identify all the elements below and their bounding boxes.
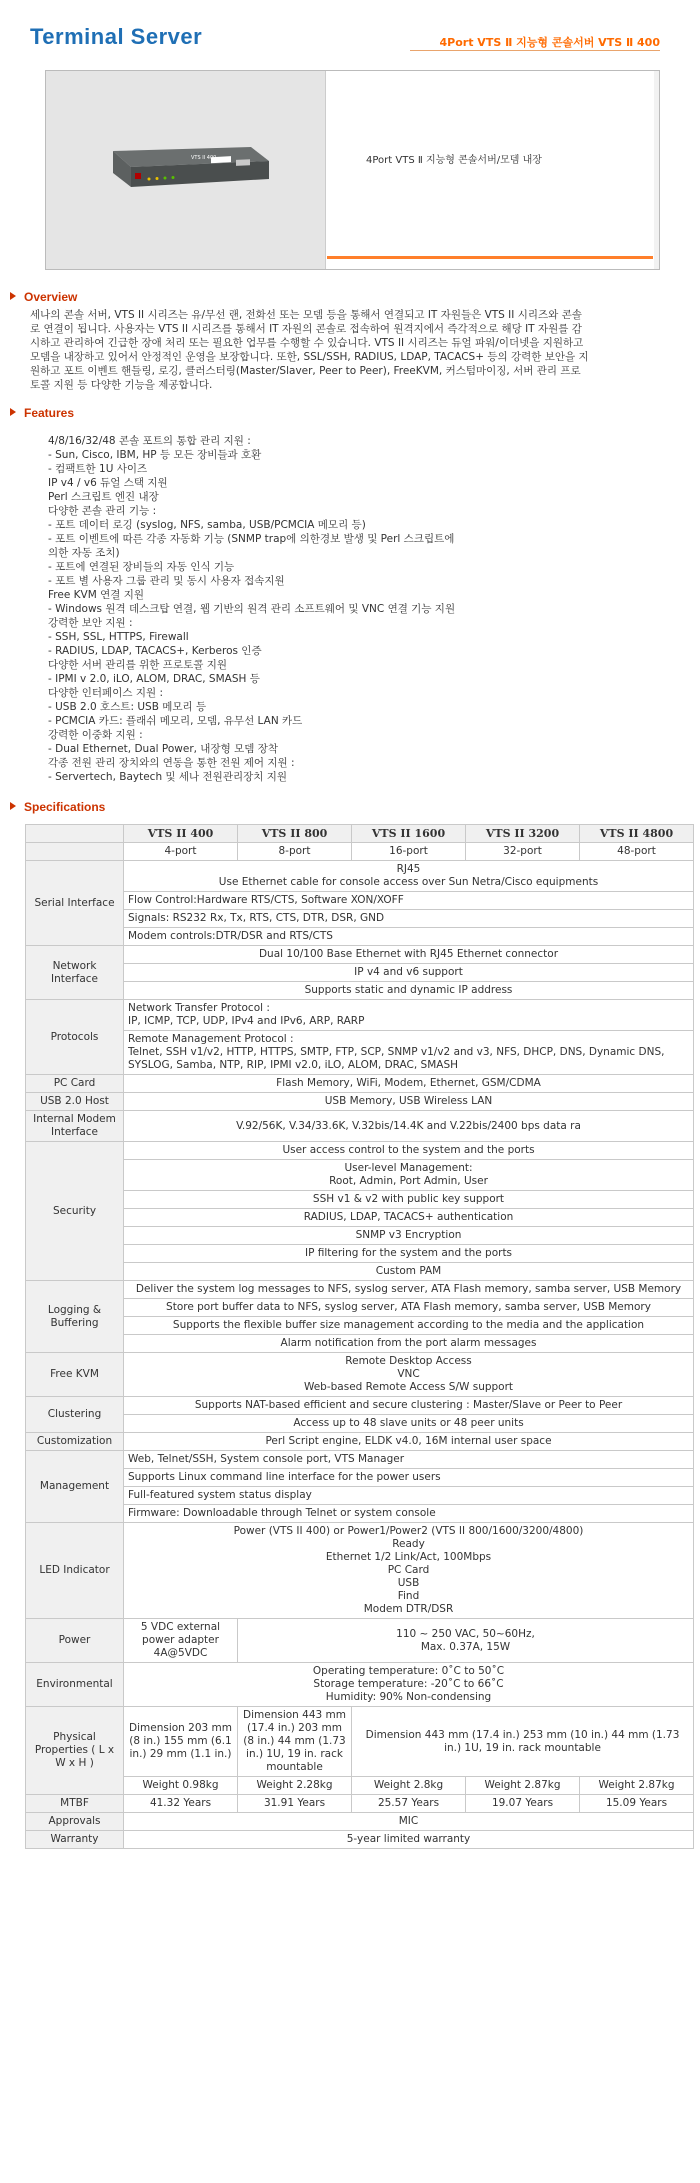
mtbf-cell: 15.09 Years [580, 1795, 694, 1813]
spec-row-logging [26, 1281, 694, 1299]
spec-label-clustering: Clustering [26, 1397, 124, 1433]
spec-corner-cell [26, 825, 124, 843]
mtbf-cell: 41.32 Years [124, 1795, 238, 1813]
feature-item: Perl 스크립트 엔진 내장 [48, 491, 159, 503]
spec-line: Web-based Remote Access S/W support [303, 1381, 514, 1393]
spec-row-approvals [26, 1813, 694, 1831]
feature-item: - Sun, Cisco, IBM, HP 등 모든 장비들과 호환 [48, 449, 262, 461]
spec-line: Humidity: 90% Non-condensing [325, 1691, 492, 1703]
feature-item: Free KVM 연결 지원 [48, 589, 144, 601]
spec-label-pccard: PC Card [26, 1075, 124, 1093]
spec-cell: Flow Control:Hardware RTS/CTS, Software XON/XOFF [124, 892, 694, 910]
spec-line: Telnet, SSH v1/v2, HTTP, HTTPS, SMTP, FTP, SCP, SNMP v1/v2 and v3, NFS, DHCP, DNS, Dynamic DNS, SYSLOG, Samba, NTP, RIP, IPMI v2.0, iLO, ALOM, DRAC, SMASH [128, 1046, 665, 1071]
port-count: 16-port [352, 843, 466, 861]
hero-bottom-rule [327, 256, 653, 259]
spec-cell [124, 1523, 694, 1619]
weight-cell: Weight 2.87kg [580, 1777, 694, 1795]
spec-cell: SSH v1 & v2 with public key support [124, 1191, 694, 1209]
spec-line: Network Transfer Protocol : [128, 1002, 270, 1014]
spec-line: 110 ~ 250 VAC, 50~60Hz, [396, 1627, 535, 1640]
spec-row-led [26, 1523, 694, 1619]
svg-text:VTS II 400: VTS II 400 [191, 155, 217, 161]
feature-item: - PCMCIA 카드: 플래쉬 메모리, 모뎀, 유무선 LAN 카드 [48, 715, 303, 727]
feature-item: - RADIUS, LDAP, TACACS+, Kerberos 인증 [48, 645, 262, 657]
product-image-panel [46, 71, 326, 269]
spec-row-physical [26, 1707, 694, 1777]
spec-cell: Modem controls:DTR/DSR and RTS/CTS [124, 928, 694, 946]
tag-underline [410, 50, 660, 51]
spec-label-approvals: Approvals [26, 1813, 124, 1831]
weight-cell: Weight 2.87kg [466, 1777, 580, 1795]
spec-cell: 5 VDC external power adapter 4A@5VDC [124, 1619, 238, 1663]
spec-cell: SNMP v3 Encryption [124, 1227, 694, 1245]
spec-ports-row [26, 843, 694, 861]
port-count: 32-port [466, 843, 580, 861]
spec-cell [124, 861, 694, 892]
spec-row-pccard [26, 1075, 694, 1093]
spec-cell: Web, Telnet/SSH, System console port, VTS Manager [124, 1451, 694, 1469]
spec-cell: Dimension 443 mm (17.4 in.) 253 mm (10 in.) 44 mm (1.73 in.) 1U, 19 in. rack mountable [352, 1707, 694, 1777]
spec-cell: V.92/56K, V.34/33.6K, V.32bis/14.4K and V.22bis/2400 bps data ra [124, 1111, 694, 1142]
spec-table [25, 824, 694, 1849]
spec-model-row [26, 825, 694, 843]
spec-line: Storage temperature: -20˚C to 66˚C [313, 1678, 504, 1690]
feature-item: IP v4 / v6 듀얼 스택 지원 [48, 477, 168, 489]
spec-line: Max. 0.37A, 15W [420, 1640, 511, 1653]
spec-cell: Perl Script engine, ELDK v4.0, 16M internal user space [124, 1433, 694, 1451]
spec-line: RJ45 [396, 863, 421, 875]
model-header: VTS II 400 [124, 825, 238, 843]
spec-table-wrapper [25, 824, 693, 1849]
spec-label-customization: Customization [26, 1433, 124, 1451]
model-header: VTS II 1600 [352, 825, 466, 843]
spec-label-management: Management [26, 1451, 124, 1523]
spec-row-clustering [26, 1397, 694, 1415]
spec-row-modem [26, 1111, 694, 1142]
feature-item: 다양한 콘솔 관리 기능 : [48, 505, 157, 517]
spec-line: USB [397, 1577, 420, 1589]
spec-cell: USB Memory, USB Wireless LAN [124, 1093, 694, 1111]
spec-cell: Dimension 203 mm (8 in.) 155 mm (6.1 in.) 29 mm (1.1 in.) [124, 1707, 238, 1777]
feature-item: - Windows 원격 데스크탑 연결, 웹 기반의 원격 관리 소프트웨어 및 VNC 연결 기능 지원 [48, 603, 456, 615]
spec-label-security: Security [26, 1142, 124, 1281]
spec-row-mtbf [26, 1795, 694, 1813]
spec-cell: Alarm notification from the port alarm messages [124, 1335, 694, 1353]
spec-row-customization [26, 1433, 694, 1451]
spec-cell: MIC [124, 1813, 694, 1831]
spec-row-warranty [26, 1831, 694, 1849]
spec-label-physical: Physical Properties ( L x W x H ) [26, 1707, 124, 1795]
spec-cell: Flash Memory, WiFi, Modem, Ethernet, GSM/CDMA [124, 1075, 694, 1093]
spec-cell [124, 1353, 694, 1397]
features-list [48, 434, 700, 784]
spec-cell [124, 1031, 694, 1075]
spec-cell [124, 1663, 694, 1707]
spec-row-environment [26, 1663, 694, 1707]
product-tag: 4Port VTS Ⅱ 지능형 콘솔서버 VTS Ⅱ 400 [439, 36, 660, 49]
spec-label-serial: Serial Interface [26, 861, 124, 946]
spec-cell: Supports the flexible buffer size management according to the media and the application [124, 1317, 694, 1335]
specifications-heading: Specifications [0, 800, 700, 814]
feature-item: 다양한 서버 관리를 위한 프로토콜 지원 [48, 659, 227, 671]
spec-cell: Supports NAT-based efficient and secure clustering : Master/Slave or Peer to Peer [124, 1397, 694, 1415]
spec-line: IP, ICMP, TCP, UDP, IPv4 and IPv6, ARP, RARP [128, 1015, 365, 1027]
feature-item: - 컴팩트한 1U 사이즈 [48, 463, 148, 475]
spec-cell: 5-year limited warranty [124, 1831, 694, 1849]
page-header [0, 0, 700, 60]
model-header: VTS II 800 [238, 825, 352, 843]
spec-row-serial [26, 861, 694, 892]
feature-item: 각종 전원 관리 장치와의 연동을 통한 전원 제어 지원 : [48, 757, 295, 769]
spec-label-warranty: Warranty [26, 1831, 124, 1849]
spec-cell: Full-featured system status display [124, 1487, 694, 1505]
spec-line: User-level Management: [344, 1162, 473, 1174]
spec-row-security [26, 1142, 694, 1160]
mtbf-cell: 31.91 Years [238, 1795, 352, 1813]
spec-label-led: LED Indicator [26, 1523, 124, 1619]
weight-cell: Weight 0.98kg [124, 1777, 238, 1795]
feature-item: - SSH, SSL, HTTPS, Firewall [48, 631, 189, 643]
feature-item: - 포트 데이터 로깅 (syslog, NFS, samba, USB/PCMCIA 메모리 등) [48, 519, 366, 531]
features-heading: Features [0, 406, 700, 420]
feature-item: 다양한 인터페이스 지원 : [48, 687, 163, 699]
spec-label-power: Power [26, 1619, 124, 1663]
spec-cell: IP filtering for the system and the ports [124, 1245, 694, 1263]
spec-line: Root, Admin, Port Admin, User [329, 1175, 488, 1187]
spec-label-environment: Environmental [26, 1663, 124, 1707]
spec-row-usb [26, 1093, 694, 1111]
spec-cell: Signals: RS232 Rx, Tx, RTS, CTS, DTR, DSR, GND [124, 910, 694, 928]
spec-cell [124, 1000, 694, 1031]
spec-label-mtbf: MTBF [26, 1795, 124, 1813]
spec-line: Modem DTR/DSR [363, 1603, 454, 1615]
port-count: 4-port [124, 843, 238, 861]
spec-row-kvm [26, 1353, 694, 1397]
feature-item: - 포트 별 사용자 그룹 관리 및 동시 사용자 접속지원 [48, 575, 285, 587]
feature-item: 강력한 보안 지원 : [48, 617, 133, 629]
spec-label-usb: USB 2.0 Host [26, 1093, 124, 1111]
spec-cell: Supports static and dynamic IP address [124, 982, 694, 1000]
spec-row-management [26, 1451, 694, 1469]
spec-cell: Store port buffer data to NFS, syslog server, ATA Flash memory, samba server, USB Memory [124, 1299, 694, 1317]
spec-line: Remote Management Protocol : [128, 1033, 294, 1045]
spec-cell: RADIUS, LDAP, TACACS+ authentication [124, 1209, 694, 1227]
model-header: VTS II 3200 [466, 825, 580, 843]
spec-cell: Access up to 48 slave units or 48 peer units [124, 1415, 694, 1433]
spec-line: Find [397, 1590, 420, 1602]
spec-line: VNC [397, 1368, 420, 1380]
spec-label-network: Network Interface [26, 946, 124, 1000]
spec-cell: User access control to the system and the ports [124, 1142, 694, 1160]
feature-item: 4/8/16/32/48 콘솔 포트의 통합 관리 지원 : [48, 435, 251, 447]
spec-cell: IP v4 and v6 support [124, 964, 694, 982]
feature-item: - Servertech, Baytech 및 세나 전원관리장치 지원 [48, 771, 288, 783]
spec-cell [124, 1160, 694, 1191]
spec-cell: Firmware: Downloadable through Telnet or system console [124, 1505, 694, 1523]
spec-row-power [26, 1619, 694, 1663]
spec-line: Power (VTS II 400) or Power1/Power2 (VTS II 800/1600/3200/4800) [233, 1525, 584, 1537]
spec-line: Use Ethernet cable for console access over Sun Netra/Cisco equipments [218, 876, 599, 888]
spec-cell: Custom PAM [124, 1263, 694, 1281]
port-count: 48-port [580, 843, 694, 861]
feature-item: - Dual Ethernet, Dual Power, 내장형 모뎀 장착 [48, 743, 278, 755]
feature-item: 강력한 이중화 지원 : [48, 729, 143, 741]
spec-cell [238, 1619, 694, 1663]
mtbf-cell: 25.57 Years [352, 1795, 466, 1813]
spec-row-protocols [26, 1000, 694, 1031]
overview-heading: Overview [0, 290, 700, 304]
spec-cell: Dimension 443 mm (17.4 in.) 203 mm (8 in.) 44 mm (1.73 in.) 1U, 19 in. rack mountable [238, 1707, 352, 1777]
feature-item: 의한 자동 조치) [48, 547, 120, 559]
spec-label-protocols: Protocols [26, 1000, 124, 1075]
spec-label-modem: Internal Modem Interface [26, 1111, 124, 1142]
weight-cell: Weight 2.8kg [352, 1777, 466, 1795]
spec-row-weight [26, 1777, 694, 1795]
product-hero [45, 70, 660, 270]
spec-label-logging: Logging & Buffering [26, 1281, 124, 1353]
mtbf-cell: 19.07 Years [466, 1795, 580, 1813]
spec-line: PC Card [387, 1564, 430, 1576]
spec-line: Ethernet 1/2 Link/Act, 100Mbps [325, 1551, 492, 1563]
overview-text: 세나의 콘솔 서버, VTS II 시리즈는 유/무선 랜, 전화선 또는 모뎀 등을 통해서 연결되고 IT 자원들은 VTS II 시리즈와 콘솔로 연결이 됩니다. 사용자는 VTS II 시리즈를 통해서 IT 자원의 콘솔로 접속하여 원격지에서 즉각적으로 해당 IT 자원를 감시하고 관리하여 긴급한 장애 처리 또는 필요한 업무를 수행할 수 있습니다. VTS II 시리즈는 듀얼 파워/이더넷을 지원하고 모뎀을 내장하고 있어서 안정적인 운영을 보장합니다. 또한, SSL/SSH, RADIUS, LDAP, TACACS+ 등의 강력한 보안을 지원하고 포트 이벤트 핸들링, 로깅, 클러스터링(Master/Slaver, Peer to Peer), FreeKVM, 커스텀마이징, 서버 관리 프로토콜 지원 등 다양한 기능을 제공합니다. [30, 309, 589, 391]
terminal-server-device-image [101, 141, 271, 199]
feature-item: - 포트에 연결된 장비들의 자동 인식 기능 [48, 561, 235, 573]
spec-cell: Dual 10/100 Base Ethernet with RJ45 Ethernet connector [124, 946, 694, 964]
spec-cell: Supports Linux command line interface for the power users [124, 1469, 694, 1487]
port-count: 8-port [238, 843, 352, 861]
model-header: VTS II 4800 [580, 825, 694, 843]
spec-line: Ready [392, 1538, 425, 1550]
hero-caption: 4Port VTS Ⅱ 지능형 콘솔서버/모뎀 내장 [366, 155, 542, 166]
hero-side-stripe [654, 71, 659, 269]
page-title: Terminal Server [30, 24, 203, 49]
feature-item: - IPMI v 2.0, iLO, ALOM, DRAC, SMASH 등 [48, 673, 260, 685]
feature-item: - USB 2.0 호스트: USB 메모리 등 [48, 701, 207, 713]
weight-cell: Weight 2.28kg [238, 1777, 352, 1795]
spec-cell: Deliver the system log messages to NFS, syslog server, ATA Flash memory, samba server, USB Memory [124, 1281, 694, 1299]
feature-item: - 포트 이벤트에 따른 각종 자동화 기능 (SNMP trap에 의한경보 발생 및 Perl 스크립트에 [48, 533, 455, 545]
spec-line: Operating temperature: 0˚C to 50˚C [312, 1665, 505, 1677]
spec-label-kvm: Free KVM [26, 1353, 124, 1397]
spec-row-network [26, 946, 694, 964]
spec-line: Remote Desktop Access [345, 1355, 472, 1367]
